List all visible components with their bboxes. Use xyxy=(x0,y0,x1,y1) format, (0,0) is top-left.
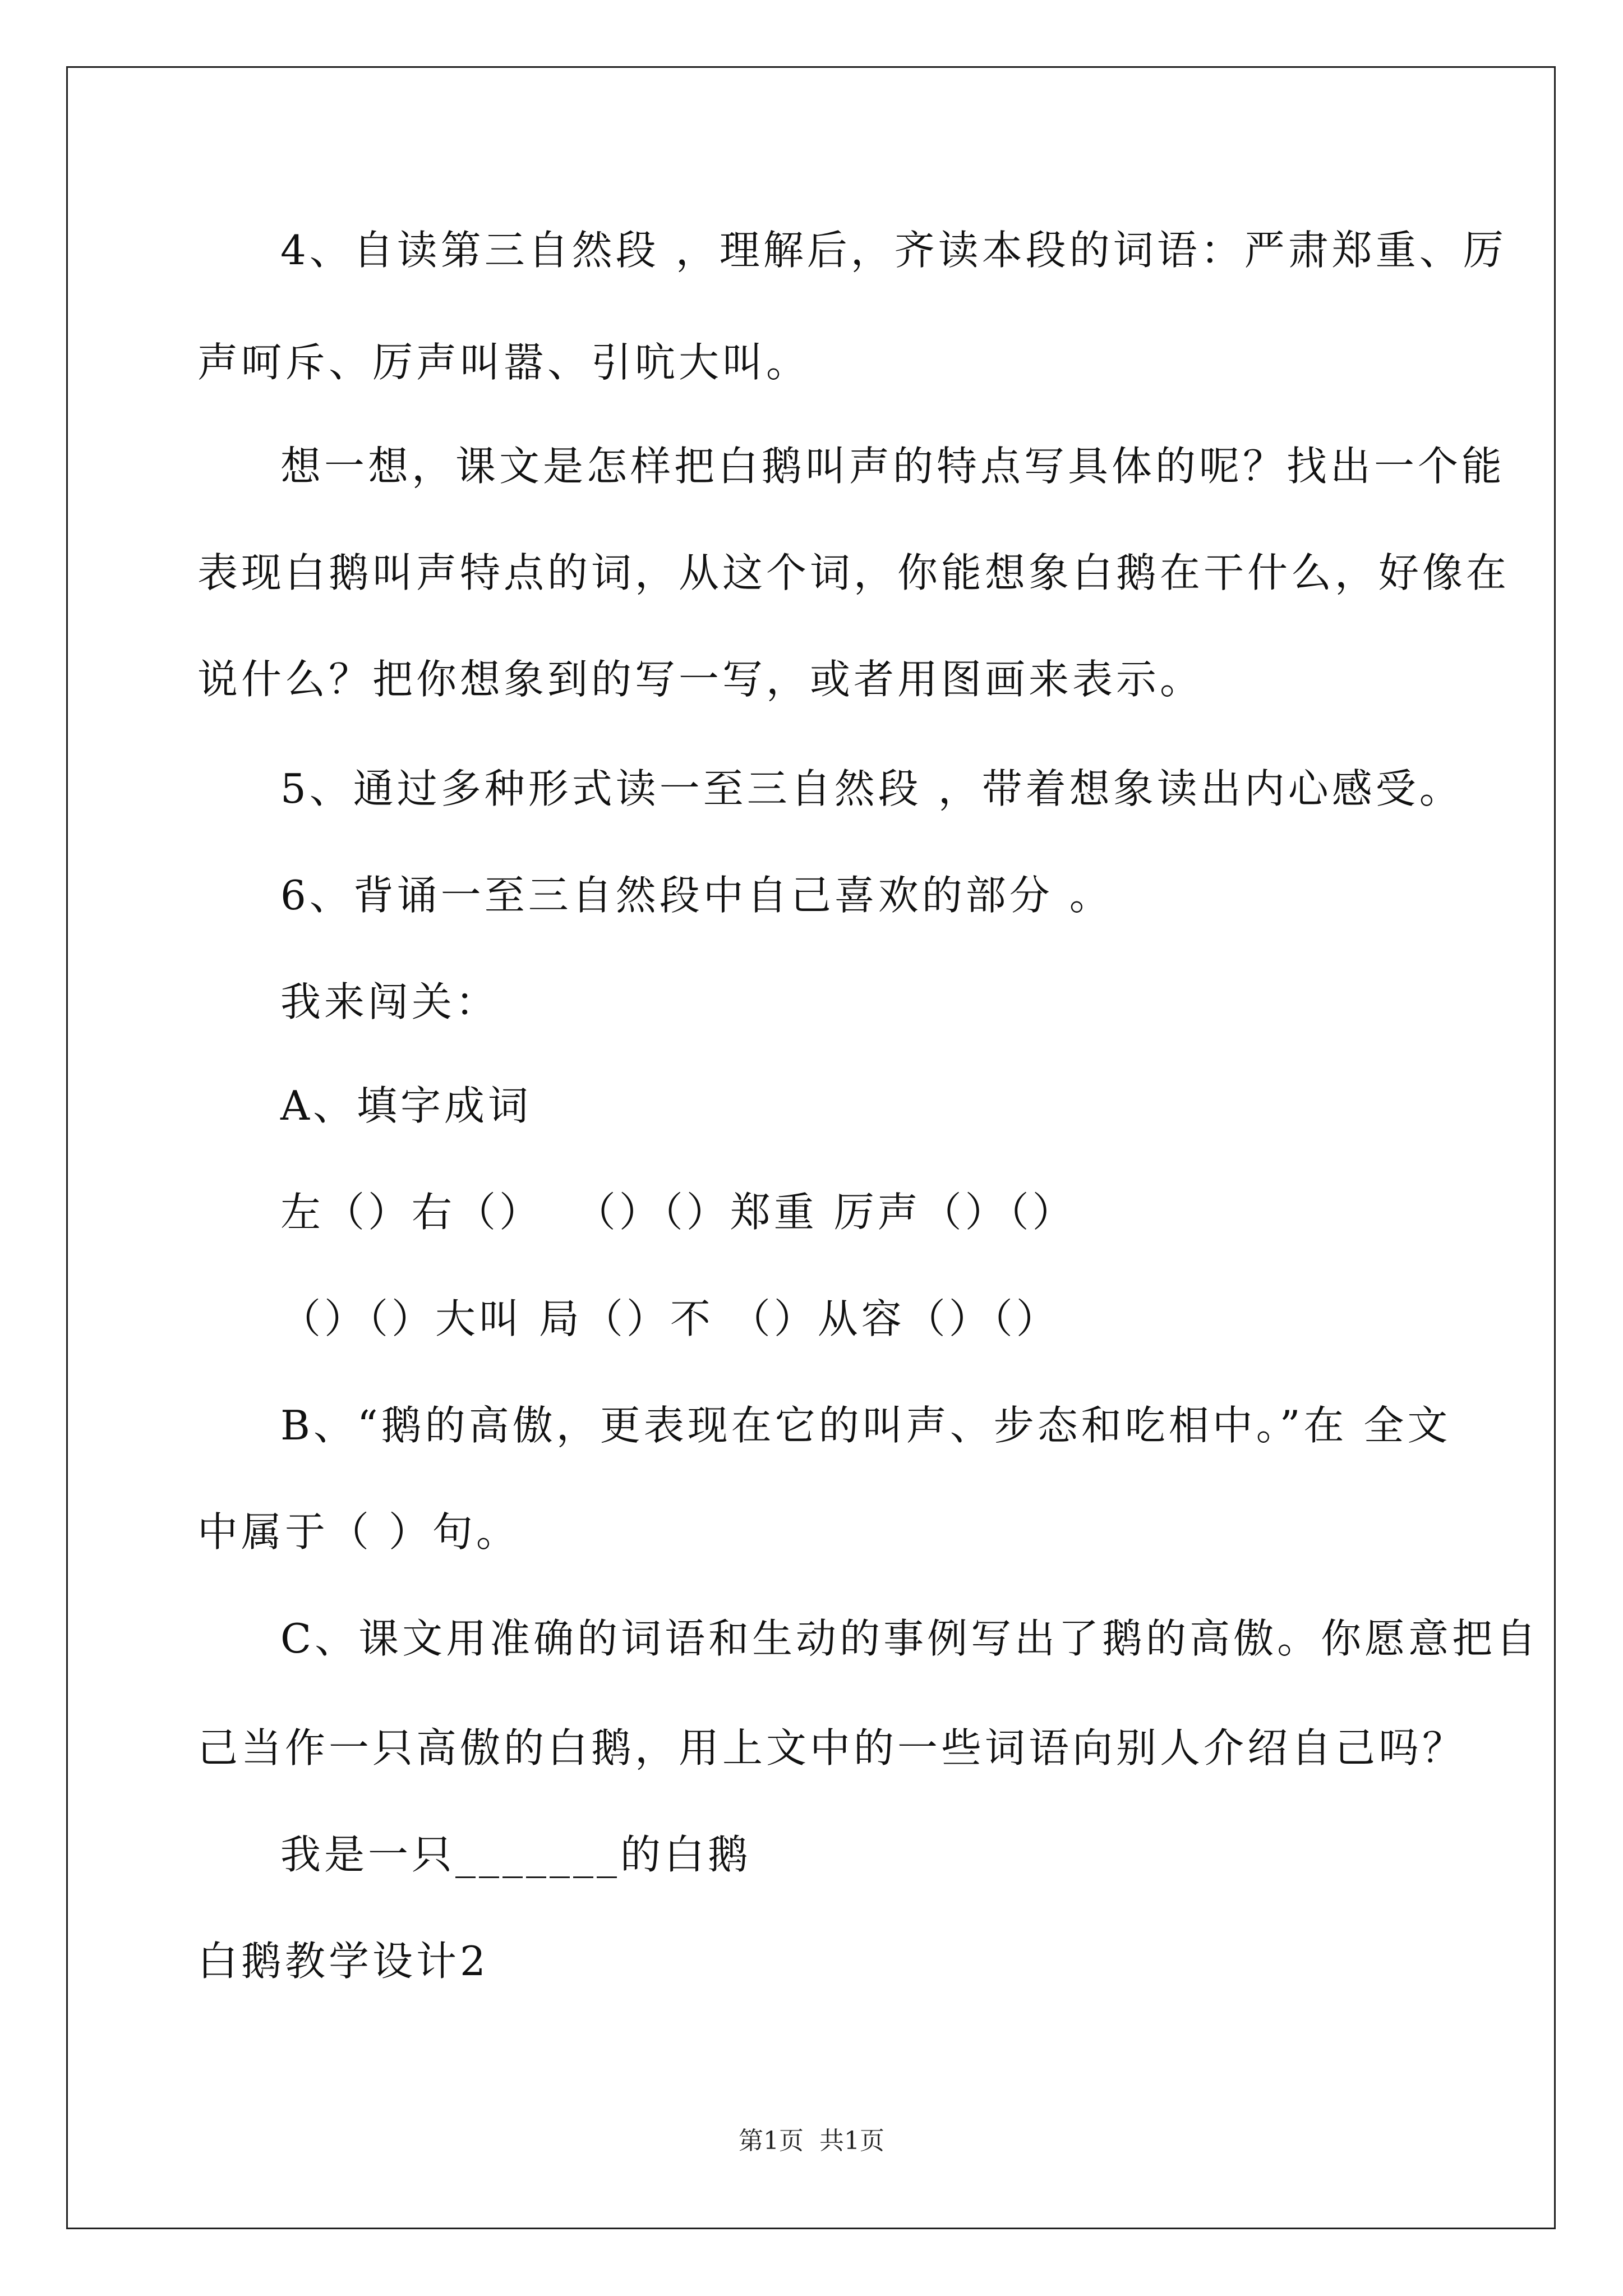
fill-in-line: 我是一只_______的白鹅 xyxy=(280,1831,752,1878)
paragraph-line: C、课文用准确的词语和生动的事例写出了鹅的高傲。你愿意把自 xyxy=(280,1615,1540,1662)
page-border xyxy=(66,66,1556,2229)
paragraph-line: 4、自读第三自然段 ，理解后，齐读本段的词语：严肃郑重、厉 xyxy=(280,227,1507,274)
paragraph-line: 己当作一只高傲的白鹅，用上文中的一些词语向别人介绍自己吗？ xyxy=(197,1724,1467,1772)
paragraph-line: B、“鹅的高傲，更表现在它的叫声、步态和吃相中。”在 全文 xyxy=(280,1402,1451,1449)
paragraph-line: 中属于（ ）句。 xyxy=(197,1508,520,1556)
exercise-line: 左（）右（） （）（）郑重 厉声（）（） xyxy=(280,1189,1076,1236)
paragraph-line: 表现白鹅叫声特点的词，从这个词，你能想象白鹅在干什么，好像在 xyxy=(197,549,1510,596)
exercise-label: A、填字成词 xyxy=(280,1082,532,1129)
paragraph-line: 说什么？把你想象到的写一写，或者用图画来表示。 xyxy=(197,656,1204,703)
section-heading: 我来闯关： xyxy=(280,978,500,1025)
paragraph-line: 6、背诵一至三自然段中自己喜欢的部分 。 xyxy=(280,872,1113,919)
paragraph-line: 5、通过多种形式读一至三自然段 ，带着想象读出内心感受。 xyxy=(280,765,1463,812)
exercise-line: （）（）大叫 局（）不 （）从容（）（） xyxy=(280,1295,1060,1342)
page-footer: 第1页 共1页 xyxy=(739,2127,884,2155)
paragraph-line: 想一想，课文是怎样把白鹅叫声的特点写具体的呢？找出一个能 xyxy=(280,443,1506,490)
section-title: 白鹅教学设计2 xyxy=(197,1938,489,1985)
paragraph-line: 声呵斥、厉声叫嚣、引吭大叫。 xyxy=(197,339,810,386)
